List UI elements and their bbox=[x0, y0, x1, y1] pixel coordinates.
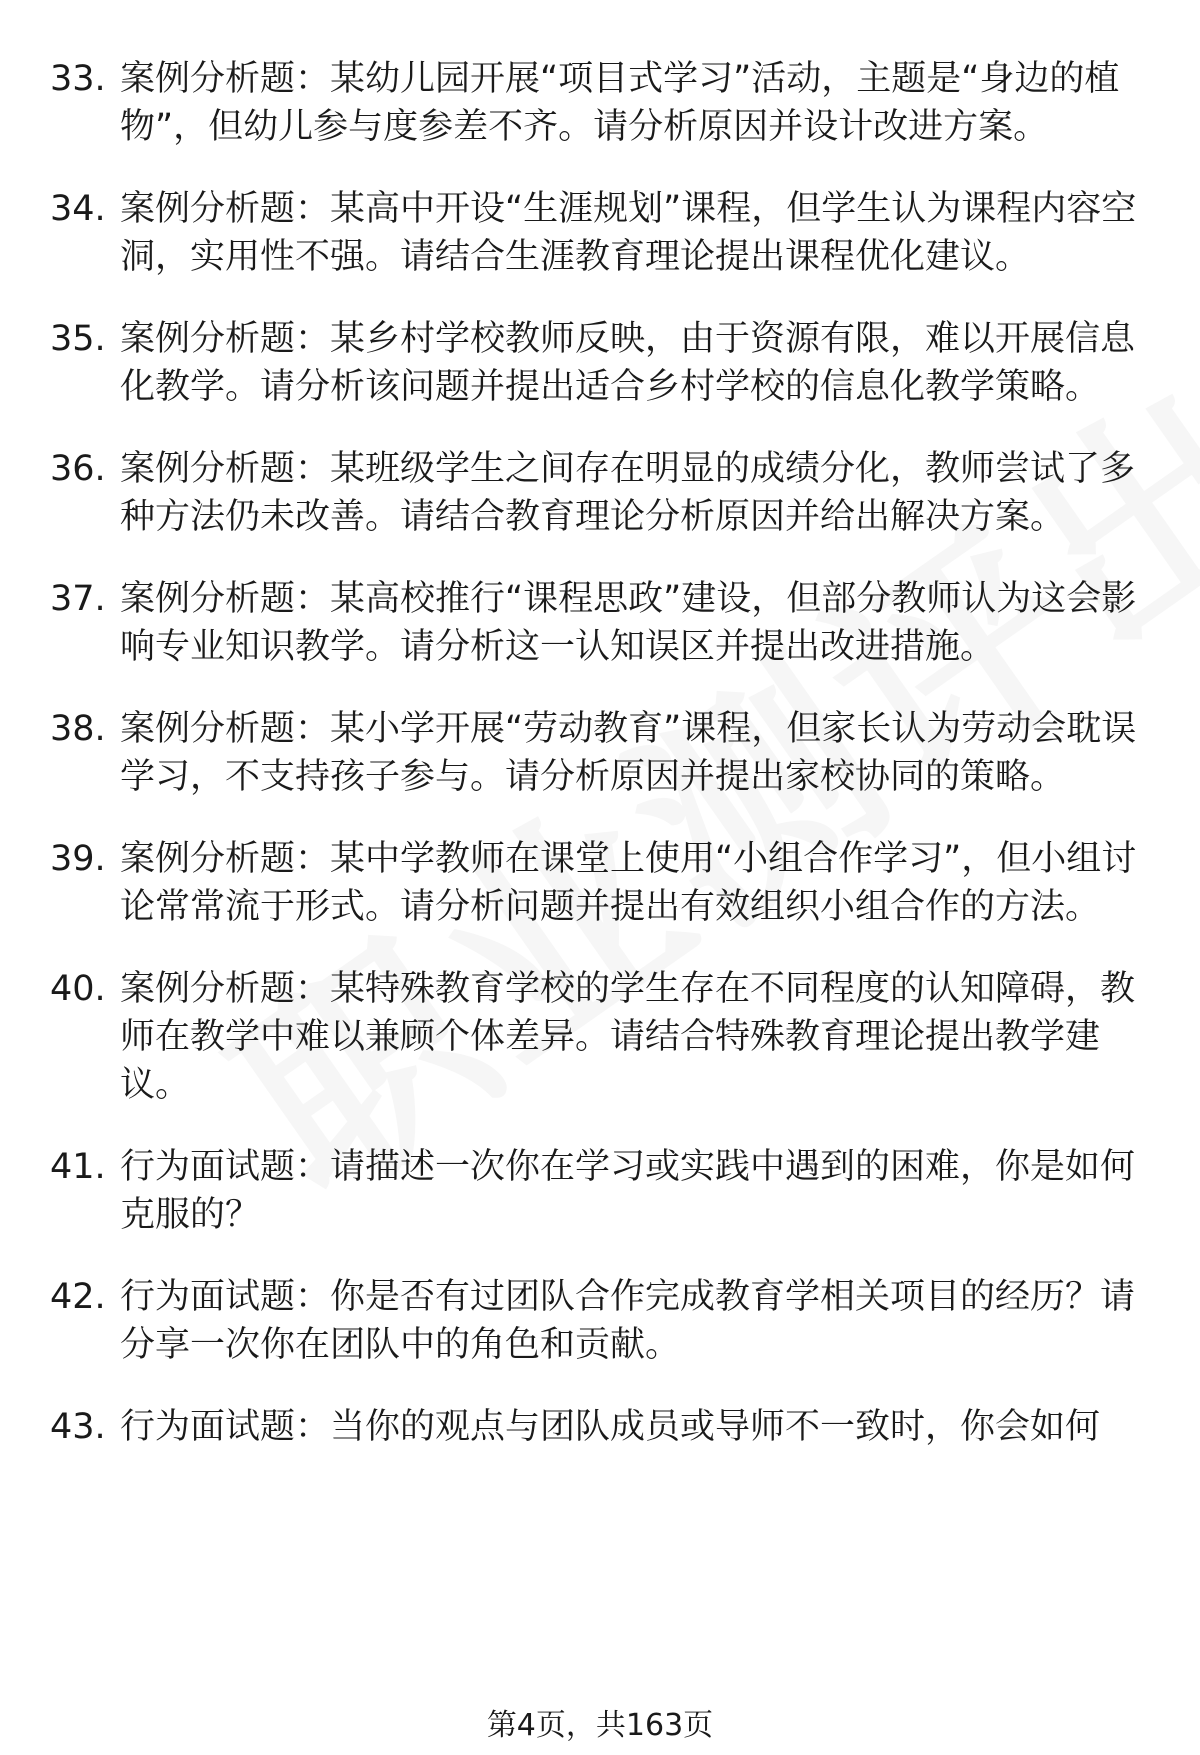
question-item-43 bbox=[50, 1403, 1160, 1451]
page-footer bbox=[0, 1700, 1200, 1744]
question-text: 案例分析题：某乡村学校教师反映，由于资源有限，难以开展信息化教学。请分析该问题并提出适合乡村学校的信息化教学策略。 bbox=[120, 319, 1136, 407]
question-number: 43. bbox=[50, 1407, 106, 1447]
question-item-37 bbox=[50, 575, 1160, 671]
question-text: 案例分析题：某中学教师在课堂上使用“小组合作学习”，但小组讨论常常流于形式。请分析问题并提出有效组织小组合作的方法。 bbox=[120, 839, 1137, 927]
question-number: 35. bbox=[50, 319, 106, 359]
page-number-label: 第4页，共163页 bbox=[486, 1708, 714, 1743]
question-text: 案例分析题：某高中开设“生涯规划”课程，但学生认为课程内容空洞，实用性不强。请结合生涯教育理论提出课程优化建议。 bbox=[120, 189, 1137, 277]
question-text: 行为面试题：当你的观点与团队成员或导师不一致时，你会如何 bbox=[120, 1407, 1101, 1447]
question-number: 33. bbox=[50, 59, 106, 99]
question-number: 38. bbox=[50, 709, 106, 749]
question-number: 39. bbox=[50, 839, 106, 879]
question-item-34 bbox=[50, 185, 1160, 281]
question-text: 案例分析题：某特殊教育学校的学生存在不同程度的认知障碍，教师在教学中难以兼顾个体差异。请结合特殊教育理论提出教学建议。 bbox=[120, 969, 1136, 1105]
question-text: 案例分析题：某幼儿园开展“项目式学习”活动，主题是“身边的植物”，但幼儿参与度参差不齐。请分析原因并设计改进方案。 bbox=[120, 59, 1120, 147]
question-text: 行为面试题：你是否有过团队合作完成教育学相关项目的经历？请分享一次你在团队中的角色和贡献。 bbox=[120, 1277, 1136, 1365]
question-text: 案例分析题：某班级学生之间存在明显的成绩分化，教师尝试了多种方法仍未改善。请结合教育理论分析原因并给出解决方案。 bbox=[120, 449, 1136, 537]
question-text: 案例分析题：某小学开展“劳动教育”课程，但家长认为劳动会耽误学习，不支持孩子参与。请分析原因并提出家校协同的策略。 bbox=[120, 709, 1137, 797]
question-number: 40. bbox=[50, 969, 106, 1009]
question-item-42 bbox=[50, 1273, 1160, 1369]
question-text: 案例分析题：某高校推行“课程思政”建设，但部分教师认为这会影响专业知识教学。请分析这一认知误区并提出改进措施。 bbox=[120, 579, 1137, 667]
question-list bbox=[50, 55, 1160, 1485]
question-item-35 bbox=[50, 315, 1160, 411]
question-number: 34. bbox=[50, 189, 106, 229]
question-item-41 bbox=[50, 1143, 1160, 1239]
question-text: 行为面试题：请描述一次你在学习或实践中遇到的困难，你是如何克服的？ bbox=[120, 1147, 1136, 1235]
question-item-40 bbox=[50, 965, 1160, 1109]
question-number: 36. bbox=[50, 449, 106, 489]
question-number: 37. bbox=[50, 579, 106, 619]
question-number: 42. bbox=[50, 1277, 106, 1317]
question-item-39 bbox=[50, 835, 1160, 931]
question-item-38 bbox=[50, 705, 1160, 801]
question-item-33 bbox=[50, 55, 1160, 151]
question-number: 41. bbox=[50, 1147, 106, 1187]
question-item-36 bbox=[50, 445, 1160, 541]
